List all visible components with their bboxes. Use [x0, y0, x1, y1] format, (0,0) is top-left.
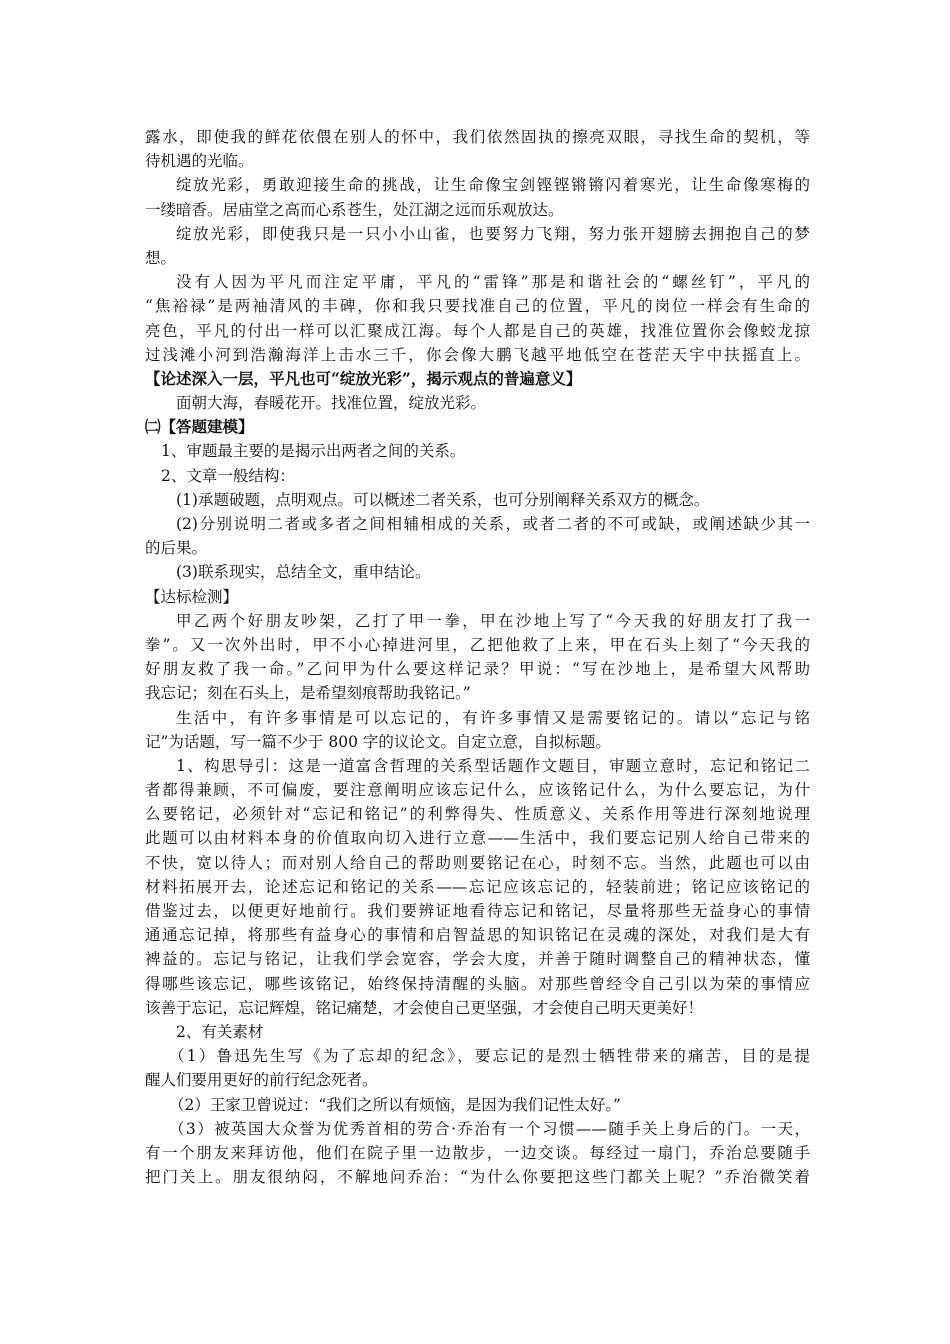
- text-line: 生活中，有许多事情是可以忘记的，有许多事情又是需要铭记的。请以“忘记与铭: [176, 708, 810, 727]
- text-line: 绽放光彩，即使我只是一只小小山雀，也要努力飞翔，努力张开翅膀去拥抱自己的梦: [176, 224, 810, 243]
- text-line: 者都得兼顾，不可偏废，要注意阐明应该忘记什么，应该铭记什么，为什么要忘记，为什: [145, 781, 810, 800]
- text-line: 拳”。又一次外出时，甲不小心掉进河里，乙把他救了上来，甲在石头上刻了“今天我的: [145, 635, 810, 654]
- text-line: （3）被英国大众誉为优秀首相的劳合·乔治有一个习惯——随手关上身后的门。一天，: [169, 1119, 810, 1138]
- text-line: 记”为话题，写一篇不少于 800 字的议论文。自定立意，自拟标题。: [145, 732, 611, 751]
- text-line: 得哪些该忘记，哪些该铭记，始终保持清醒的头脑。对那些曾经令自己引以为荣的事情应: [145, 974, 810, 993]
- text-line: （2）王家卫曾说过：“我们之所以有烦恼，是因为我们记性太好。”: [169, 1095, 621, 1114]
- text-line: ㈡【答题建模】: [145, 417, 254, 437]
- text-line: 露水，即使我的鲜花依偎在别人的怀中，我们依然固执的擦亮双眼，寻找生命的契机，等: [145, 128, 810, 146]
- text-line: 想。: [145, 248, 177, 267]
- text-line: 待机遇的光临。: [145, 152, 254, 171]
- text-line: 好朋友救了我一命。”乙问甲为什么要这样记录？甲说：“写在沙地上，是希望大风帮助: [145, 660, 810, 679]
- text-line: 材料拓展开去，论述忘记和铭记的关系——忘记应该忘记的，轻装前进；铭记应该铭记的: [145, 877, 810, 896]
- text-line: (2)分别说明二者或多者之间相辅相成的关系，或者二者的不可或缺，或阐述缺少其一: [176, 515, 810, 533]
- text-line: (3)联系现实，总结全文，重申结论。: [176, 563, 431, 582]
- text-line: (1)承题破题，点明观点。可以概述二者关系，也可分别阐释关系双方的概念。: [176, 490, 710, 509]
- text-line: 把门关上。朋友很纳闷，不解地问乔治：“为什么你要把这些门都关上呢？”乔治微笑着: [145, 1168, 810, 1187]
- text-line: 绽放光彩，勇敢迎接生命的挑战，让生命像宝剑铿铿锵锵闪着寒光，让生命像寒梅的: [176, 176, 810, 195]
- text-line: 裨益的。忘记与铭记，让我们学会宽容，学会大度，并善于随时调整自己的精神状态，懂: [145, 950, 810, 969]
- text-line: 醒人们要用更好的前行纪念死者。: [145, 1071, 378, 1090]
- text-line: 我忘记；刻在石头上，是希望刻痕帮助我铭记。”: [145, 684, 471, 703]
- text-line: 1、构思导引：这是一道富含哲理的关系型话题作文题目，审题立意时，忘记和铭记二: [176, 756, 810, 775]
- text-line: 【论述深入一层，平凡也可“绽放光彩”，揭示观点的普遍意义】: [145, 368, 582, 388]
- text-line: 有一个朋友来拜访他，他们在院子里一边散步，一边交谈。每经过一扇门，乔治总要随手: [145, 1143, 810, 1162]
- text-line: （1）鲁迅先生写《为了忘却的纪念》，要忘记的是烈士牺牲带来的痛苦，目的是提: [169, 1047, 810, 1066]
- text-line: 不快，宽以待人；而对别人给自己的帮助则要铭记在心，时刻不忘。当然，此题也可以由: [145, 853, 810, 872]
- text-line: 2、文章一般结构：: [161, 466, 295, 485]
- text-line: 的后果。: [145, 539, 208, 558]
- text-line: 亮色，平凡的付出一样可以汇聚成江海。每个人都是自己的英雄，找准位置你会像蛟龙掠: [145, 321, 810, 340]
- text-line: “焦裕禄”是两袖清风的丰碑，你和我只要找准自己的位置，平凡的岗位一样会有生命的: [145, 297, 810, 316]
- text-line: 甲乙两个好朋友吵架，乙打了甲一拳，甲在沙地上写了“今天我的好朋友打了我一: [176, 611, 810, 630]
- text-line: 过浅滩小河到浩瀚海洋上击水三千，你会像大鹏飞越平地低空在苍茫天宇中扶摇直上。: [145, 345, 810, 364]
- document-body: [145, 125, 810, 1189]
- text-line: 没有人因为平凡而注定平庸，平凡的“雷锋”那是和谐社会的“螺丝钉”，平凡的: [176, 273, 810, 292]
- text-line: 1、审题最主要的是揭示出两者之间的关系。: [161, 442, 466, 461]
- text-line: 借鉴过去，以便更好地前行。我们要辨证地看待忘记和铭记，尽量将那些无益身心的事情: [145, 902, 810, 920]
- text-line: 【达标检测】: [145, 587, 239, 606]
- text-line: 通通忘记掉，将那些有益身心的事情和启智益思的知识铭记在灵魂的深处，对我们是大有: [145, 926, 810, 945]
- text-line: 一缕暗香。居庙堂之高而心系苍生，处江湖之远而乐观放达。: [145, 200, 564, 219]
- text-line: 么要铭记，必须针对“忘记和铭记”的利弊得失、性质意义、关系作用等进行深刻地说理: [145, 805, 810, 824]
- text-line: 此题可以由材料本身的价值取向切入进行立意——生活中，我们要忘记别人给自己带来的: [145, 829, 810, 848]
- text-line: 2、有关素材: [176, 1022, 264, 1041]
- text-line: 面朝大海，春暖花开。找准位置，绽放光彩。: [176, 394, 487, 413]
- text-line: 该善于忘记，忘记辉煌，铭记痛楚，才会使自己更坚强，才会使自己明天更美好！: [145, 998, 704, 1017]
